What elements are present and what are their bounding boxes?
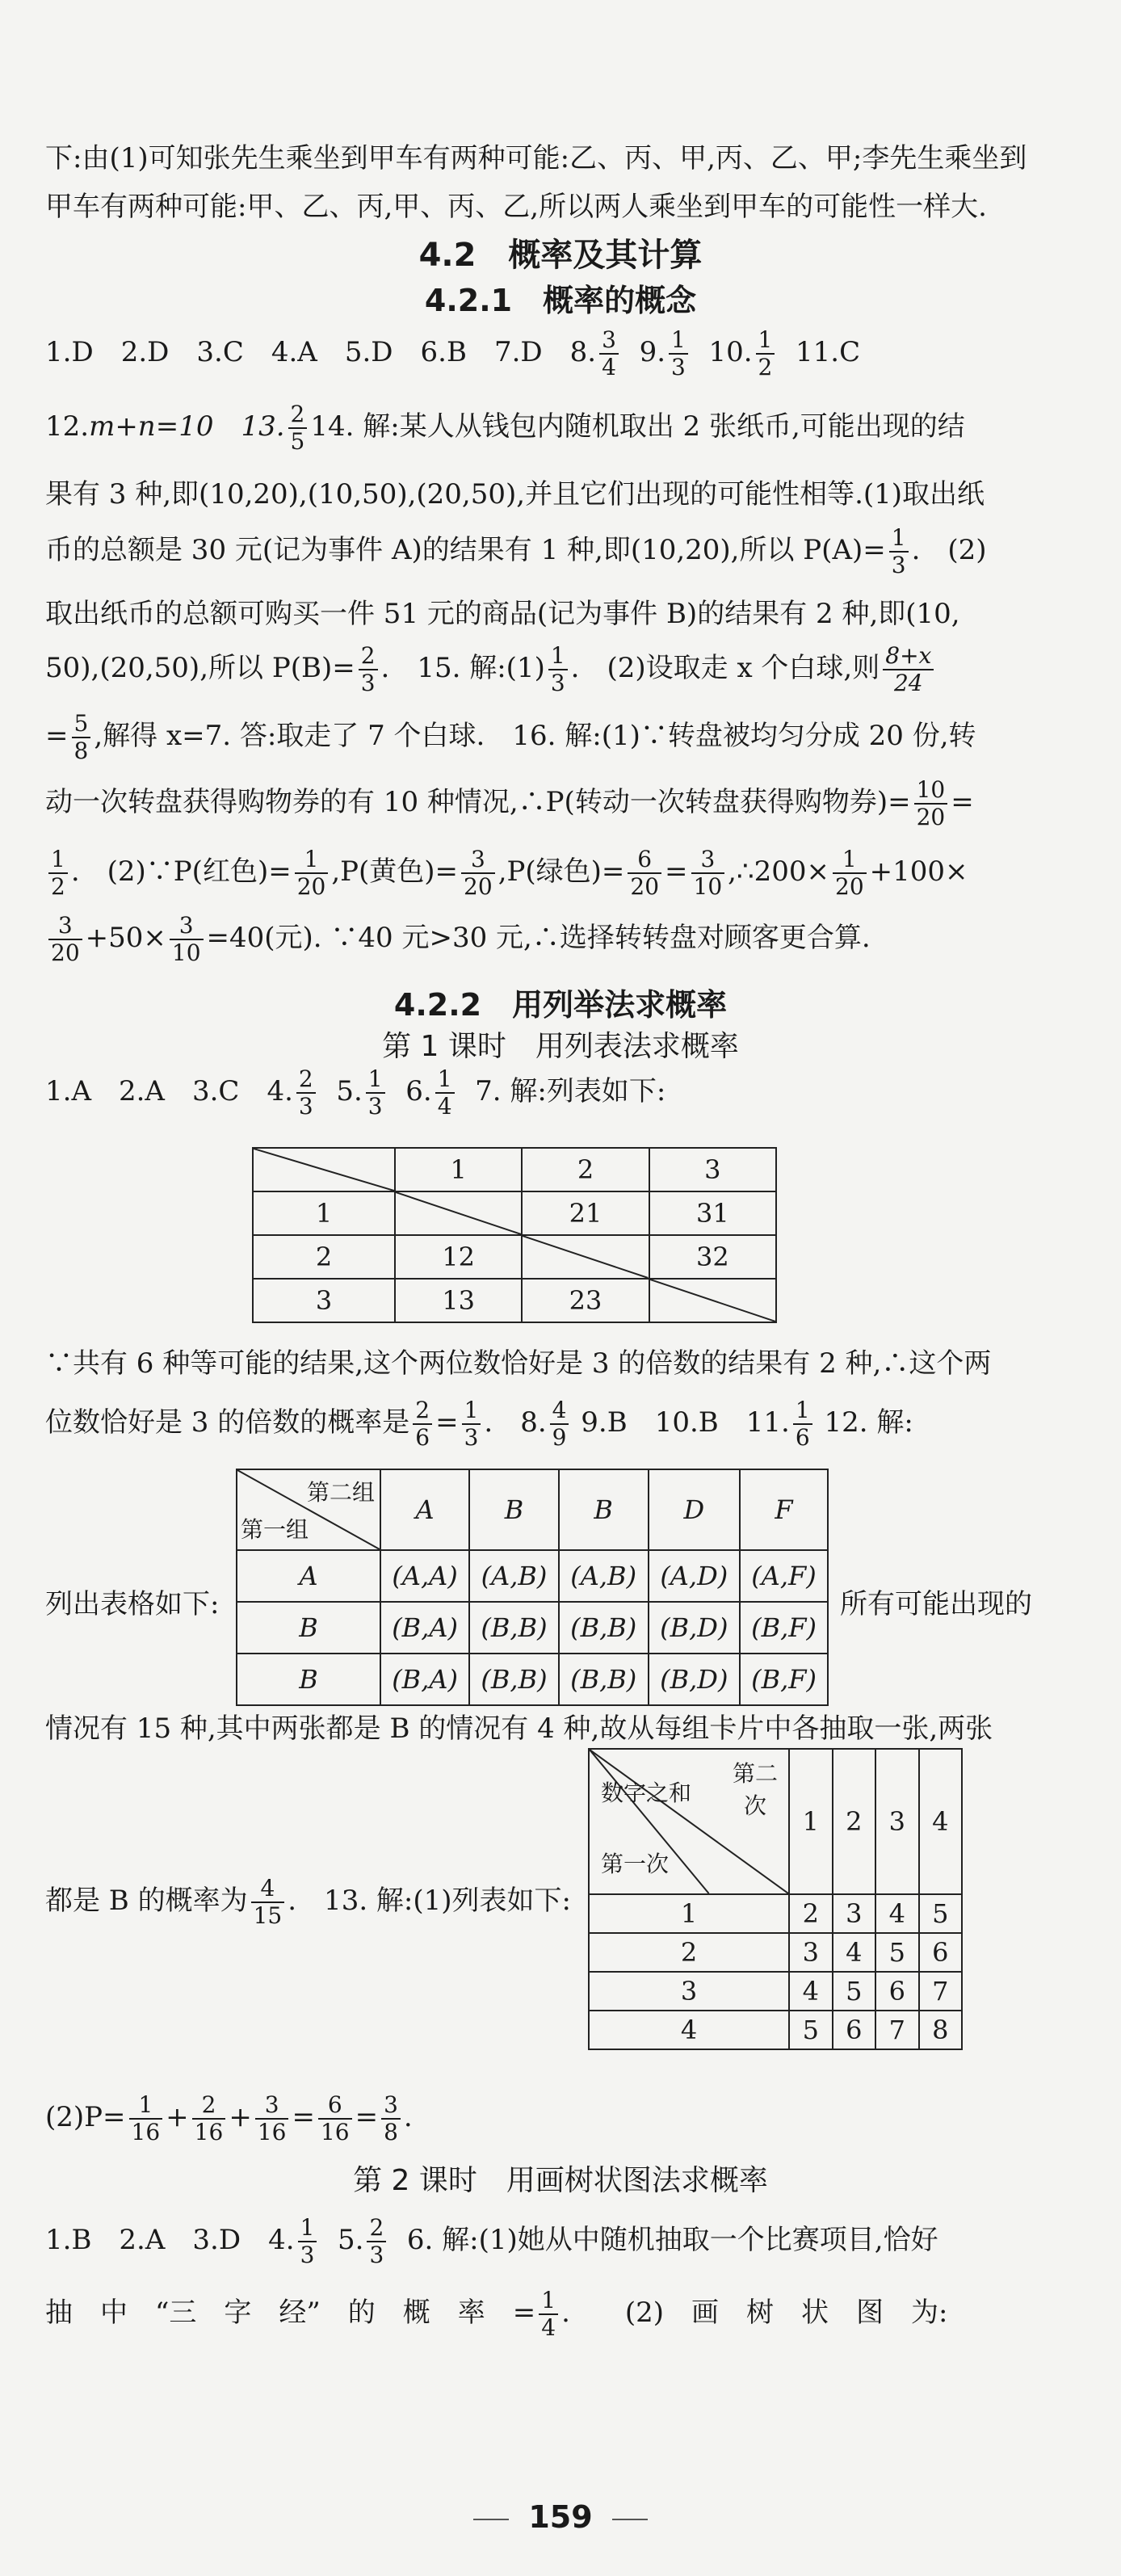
table-header-cell: A [380,1469,469,1550]
fraction: $\frac{1}{20}$ [295,847,329,900]
table-header-cell: F [740,1469,828,1550]
table-header-cell: 1 [395,1148,522,1191]
table-cell: 6 [919,1933,963,1972]
table-cell: 23 [522,1279,649,1322]
table-cell: 4 [833,1933,876,1972]
table-cell: (B,B) [469,1654,559,1705]
table-cell: 12 [395,1235,522,1279]
fraction: $\frac{3}{4}$ [599,327,619,380]
fraction: $\frac{3}{20}$ [461,847,495,900]
table-cell: 5 [919,1894,963,1933]
table-row-label: 2 [589,1933,789,1972]
fraction: $\frac{2}{3}$ [367,2215,386,2268]
table-row-label: 2 [253,1235,395,1279]
intro-line-2: 甲车有两种可能:甲、乙、丙,甲、丙、乙,所以两人乘坐到甲车的可能性一样大. [45,191,987,223]
table-cell: (B,B) [559,1654,649,1705]
table-cell: (B,B) [559,1602,649,1654]
table-header-cell: B [559,1469,649,1550]
s421-line-6: 50),(20,50),所以 P(B)= $\frac{2}{3}$ . 15. 解:(1) $\frac{1}{3}$ . (2)设取走 x 个白球,则 $\frac{8+x}{24}$ [45,643,1079,696]
s2-answers-line-2: 抽 中 “三 字 经” 的 概 率 = $\frac{1}{4}$ . (2) 画 树 状 图 为: [45,2287,948,2341]
table-cell: 8 [919,2011,963,2049]
table-corner [589,1749,789,1894]
fraction: $\frac{1}{3}$ [298,2215,317,2268]
table-cell: (A,A) [380,1550,469,1602]
fraction: $\frac{1}{2}$ [756,327,775,380]
table-cell: (B,B) [469,1602,559,1654]
fraction: $\frac{2}{5}$ [288,401,308,455]
corner-label-sum: 数字之和 [601,1780,692,1806]
fraction: $\frac{4}{9}$ [550,1397,569,1451]
fraction: $\frac{6}{16}$ [318,2092,352,2145]
lesson-2-title: 第 2 课时 用画树状图法求概率 [353,2164,768,2197]
table-row-label: B [237,1654,380,1705]
table-cell: 5 [789,2011,833,2049]
table-header-cell: 1 [789,1749,833,1894]
section-heading-4-2-2: 4.2.2 用列举法求概率 [393,987,728,1023]
corner-top-label: 第二组 [306,1479,375,1506]
table-cell: 5 [833,1972,876,2011]
s421-answers-line-1: 1.D 2.D 3.C 4.A 5.D 6.B 7.D 8. $\frac{3}{4}$ 9. $\frac{1}{3}$ 10. $\frac{1}{2}$ 11.C [45,326,861,380]
table-cell [395,1191,522,1235]
s421-line-4: 币的总额是 30 元(记为事件 A)的结果有 1 种,即(10,20),所以 P(A)= $\frac{1}{3}$ . (2) [45,524,987,578]
fraction: $\frac{3}{8}$ [381,2092,401,2145]
table-header-cell: B [469,1469,559,1550]
table-row-label: 1 [253,1191,395,1235]
table-row-label: B [237,1602,380,1654]
table-cell: 7 [919,1972,963,2011]
table-header-cell: 3 [649,1148,776,1191]
fraction: $\frac{3}{16}$ [255,2092,289,2145]
fraction: $\frac{6}{20}$ [628,847,661,900]
table-cell: 6 [875,1972,919,2011]
card-pair-table [236,1469,829,1706]
table-cell: (B,A) [380,1654,469,1705]
table-corner [253,1148,395,1191]
table-cell: 3 [789,1933,833,1972]
fraction: $\frac{1}{6}$ [793,1397,812,1451]
table-row-label: 1 [589,1894,789,1933]
table-cell: (B,F) [740,1654,828,1705]
fraction: $\frac{1}{4}$ [435,1066,455,1120]
table-cell: 4 [875,1894,919,1933]
s421-line-8: 动一次转盘获得购物券的有 10 种情况,∴P(转动一次转盘获得购物券)= $\frac{10}{20}$ = [45,776,974,830]
page-number-value: 159 [528,2499,593,2535]
s1-paragraph-line-4: 都是 B 的概率为 $\frac{4}{15}$ . 13. 解:(1)列表如下: [45,1875,572,1929]
section-heading-4-2-1: 4.2.1 概率的概念 [424,283,697,318]
table-cell: (B,A) [380,1602,469,1654]
table-row-label: A [237,1550,380,1602]
table-cell: (B,D) [649,1654,741,1705]
fraction: $\frac{5}{8}$ [72,711,91,764]
table-cell: 2 [789,1894,833,1933]
table2-lead-text: 列出表格如下: [45,1588,220,1620]
fraction: $\frac{1}{3}$ [366,1066,385,1120]
table-cell: (A,F) [740,1550,828,1602]
table-cell: 7 [875,2011,919,2049]
s1-paragraph-line-2: 位数恰好是 3 的倍数的概率是 $\frac{2}{6}$ = $\frac{1}{3}$ . 8. $\frac{4}{9}$ 9.B 10.B 11. $\frac{1}{6}$ 12. 解: [45,1397,913,1451]
table-cell [649,1279,776,1322]
section-heading-4-2: 4.2 概率及其计算 [418,237,703,274]
fraction: $\frac{1}{3}$ [889,525,909,578]
corner-label-first: 第一次 [601,1851,670,1877]
table-header-cell: 2 [833,1749,876,1894]
table-cell: 4 [789,1972,833,2011]
table-row-label: 3 [589,1972,789,2011]
fraction: $\frac{4}{15}$ [251,1876,285,1929]
table-header-cell: 4 [919,1749,963,1894]
table2-trail-text: 所有可能出现的 [840,1588,1032,1620]
page-number-dash-left [473,2519,509,2520]
table-row-label: 4 [589,2011,789,2049]
corner-bottom-label: 第一组 [241,1516,309,1543]
fraction: $\frac{1}{3}$ [669,327,688,380]
table-cell: 6 [833,2011,876,2049]
s1-paragraph-line-1: ∵共有 6 种等可能的结果,这个两位数恰好是 3 的倍数的结果有 2 种,∴这个两 [45,1347,992,1380]
intro-line-1: 下:由(1)可知张先生乘坐到甲车有两种可能:乙、丙、甲,丙、乙、甲;李先生乘坐到 [45,142,1027,174]
fraction: $\frac{3}{10}$ [691,847,725,900]
table-corner [237,1469,380,1550]
table-cell: 32 [649,1235,776,1279]
table-cell: 3 [833,1894,876,1933]
s2-answers-line-1: 1.B 2.A 3.D 4. $\frac{1}{3}$ 5. $\frac{2}{3}$ 6. 解:(1)她从中随机抽取一个比赛项目,恰好 [45,2214,938,2268]
lesson-1-title: 第 1 课时 用列表法求概率 [382,1030,739,1063]
table-cell: (B,F) [740,1602,828,1654]
fraction: $\frac{2}{3}$ [359,643,378,696]
fraction: $\frac{8+x}{24}$ [883,643,934,696]
s421-line-7: = $\frac{5}{8}$ ,解得 x=7. 答:取走了 7 个白球. 16. 解:(1)∵转盘被均匀分成 20 份,转 [45,710,976,764]
fraction: $\frac{1}{3}$ [548,643,568,696]
table-header-cell: D [649,1469,741,1550]
table-cell: (A,D) [649,1550,741,1602]
s1-paragraph-line-3: 情况有 15 种,其中两张都是 B 的情况有 4 种,故从每组卡片中各抽取一张,两张 [45,1712,993,1745]
table-cell: 21 [522,1191,649,1235]
fraction: $\frac{1}{3}$ [462,1397,481,1451]
s421-line-10: $\frac{3}{20}$ +50× $\frac{3}{10}$ =40(元). ∵40 元>30 元,∴选择转转盘对顾客更合算. [45,913,1079,966]
fraction: $\frac{10}{20}$ [914,777,948,830]
fraction: $\frac{3}{20}$ [48,913,82,966]
table-cell: 5 [875,1933,919,1972]
table-cell: (A,B) [469,1550,559,1602]
table-row-label: 3 [253,1279,395,1322]
page-number-dash-right [612,2519,648,2520]
sum-table [588,1748,963,2050]
fraction: $\frac{1}{16}$ [129,2092,163,2145]
fraction: $\frac{1}{2}$ [48,847,68,900]
fraction: $\frac{1}{4}$ [539,2288,558,2341]
s421-line-5: 取出纸币的总额可购买一件 51 元的商品(记为事件 B)的结果有 2 种,即(10, [45,598,960,630]
corner-label-second: 第二次 [732,1760,778,1819]
fraction: $\frac{2}{16}$ [192,2092,226,2145]
fraction: $\frac{2}{6}$ [413,1397,432,1451]
fraction: $\frac{2}{3}$ [296,1066,316,1120]
page-number [0,2499,1121,2535]
two-digit-table [252,1147,777,1323]
fraction: $\frac{3}{10}$ [170,913,204,966]
s421-line-2: 12.m+n=10 13. $\frac{2}{5}$ 14. 解:某人从钱包内随机取出 2 张纸币,可能出现的结 [45,401,965,455]
table-cell [522,1235,649,1279]
s421-line-3: 果有 3 种,即(10,20),(10,50),(20,50),并且它们出现的可能性相等.(1)取出纸 [45,478,985,511]
table-cell: (B,D) [649,1602,741,1654]
table-cell: 13 [395,1279,522,1322]
table-header-cell: 3 [875,1749,919,1894]
s1-answers-line-1: 1.A 2.A 3.C 4. $\frac{2}{3}$ 5. $\frac{1}{3}$ 6. $\frac{1}{4}$ 7. 解:列表如下: [45,1065,666,1120]
table-header-cell: 2 [522,1148,649,1191]
s421-line-9: $\frac{1}{2}$ . (2)∵P(红色)= $\frac{1}{20}$ ,P(黄色)= $\frac{3}{20}$ ,P(绿色)= $\frac{6}{20}$ = $\frac{3}{10}$ ,∴200× $\frac{1}{20}$ +100× [45,847,1079,900]
fraction: $\frac{1}{20}$ [833,847,867,900]
table-cell: 31 [649,1191,776,1235]
table-cell: (A,B) [559,1550,649,1602]
s1-paragraph-line-5: (2)P= $\frac{1}{16}$ + $\frac{2}{16}$ + $\frac{3}{16}$ = $\frac{6}{16}$ = $\frac{3}{8}$ . [45,2091,413,2145]
